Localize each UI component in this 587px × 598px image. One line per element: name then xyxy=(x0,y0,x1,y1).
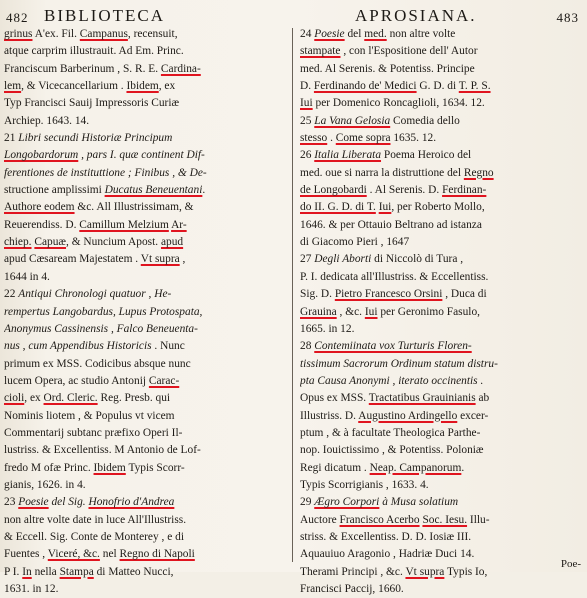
underlined-term: Grauina xyxy=(300,305,337,318)
text-run: Francisci Paccij, 1660. xyxy=(300,583,404,595)
text-line xyxy=(300,95,582,112)
text-run: Franciscum Barberinum , S. R. E. xyxy=(4,62,161,75)
text-run: pta Causa Anonymi , iterato occinentis . xyxy=(300,374,484,387)
text-line xyxy=(300,494,582,511)
text-run: atque carprim illustrauit. Ad Em. Princ. xyxy=(4,45,184,58)
text-line xyxy=(300,26,582,43)
underlined-term: med. xyxy=(364,28,387,40)
text-run: lucem Opera, ac studio Antonij xyxy=(4,374,149,387)
text-line xyxy=(4,61,288,78)
text-line xyxy=(300,512,582,529)
underlined-term: T. P. S. xyxy=(458,80,491,93)
underlined-term: de Longobardi xyxy=(300,184,367,197)
underlined-term: grinus xyxy=(4,28,33,40)
text-run: tissimum Sacrorum Ordinum statum distru- xyxy=(300,357,498,370)
underlined-term: Neap. Campanorum xyxy=(369,461,462,474)
text-run: Sig. D. xyxy=(300,288,335,301)
text-run: 1665. in 12. xyxy=(300,322,355,335)
text-run: Typis Scorr- xyxy=(125,461,185,474)
underlined-term: Iui xyxy=(378,201,392,214)
text-run: Reg. Presb. qui xyxy=(97,392,171,405)
underlined-term: Vt supra xyxy=(405,565,445,578)
text-run: 28 xyxy=(300,340,315,353)
text-run: Therami Principi , &c. xyxy=(300,565,406,578)
text-run: & Eccell. Sig. Conte de Monterey , e di xyxy=(4,530,184,543)
text-run: di Niccolò di Tura , xyxy=(371,253,464,266)
underlined-term: Ducatus Beneuentani xyxy=(104,184,203,197)
text-run: striss. & Excellentiss. D. D. Iosiæ III. xyxy=(300,530,472,543)
text-run: Regi dicatum . xyxy=(300,461,370,474)
text-line xyxy=(4,269,288,286)
text-line xyxy=(300,182,582,199)
text-run: , ex xyxy=(24,392,44,405)
text-run: 29 xyxy=(300,496,315,509)
text-line xyxy=(300,460,582,477)
text-line xyxy=(300,321,582,338)
text-run: Illu- xyxy=(467,513,490,526)
text-run: Poema Heroico del xyxy=(381,149,472,162)
underlined-term: Regno di Napoli xyxy=(119,548,195,561)
text-line xyxy=(300,269,582,286)
text-run: ptum , & à facultate Theologica Parthe- xyxy=(300,426,481,439)
underlined-term: Tractatibus Grauinianis xyxy=(368,392,476,405)
underlined-term: Viceré, &c. xyxy=(47,548,100,561)
text-line xyxy=(300,390,582,407)
underlined-term: Stampa xyxy=(59,565,94,578)
text-run: med. Al Serenis. & Potentiss. Principe xyxy=(300,62,475,75)
right-column xyxy=(300,26,582,598)
text-run: Typis Io, xyxy=(444,565,488,578)
underlined-term: stesso xyxy=(300,132,328,145)
text-line xyxy=(4,408,288,425)
text-line xyxy=(4,338,288,355)
text-run: D. xyxy=(300,80,314,93)
underlined-term: Ibidem xyxy=(93,461,126,474)
underlined-term: Ferdinan- xyxy=(442,184,487,197)
running-title-right: APROSIANA. xyxy=(355,6,477,25)
text-run: Aquauiuo Aragonio , Hadriæ Duci 14. xyxy=(300,548,475,561)
underlined-term: Poesie xyxy=(314,28,345,40)
text-run: 1635. 12. xyxy=(390,132,437,145)
text-run: del Sig. xyxy=(48,496,89,509)
text-run: gianis, 1626. in 4. xyxy=(4,478,86,491)
text-run: per Domenico Roncaglioli, 1634. 12. xyxy=(312,97,485,110)
text-run: &c. All Illustrissimam, & xyxy=(74,201,194,214)
text-run: Degli Aborti xyxy=(314,253,372,266)
text-run: . xyxy=(327,132,336,145)
text-line xyxy=(4,199,288,216)
text-run: Typ Francisci Sauij Impressoris Curiæ xyxy=(4,97,180,110)
text-run: Archiep. 1643. 14. xyxy=(4,114,90,127)
text-line xyxy=(300,147,582,164)
text-line xyxy=(4,304,288,321)
text-line xyxy=(300,199,582,216)
underlined-term: Regno xyxy=(463,166,494,179)
text-line xyxy=(300,113,582,130)
text-run: lustriss. & Excellentiss. M Antonio de Lof- xyxy=(4,444,201,457)
underlined-term: Capuæ xyxy=(34,236,67,249)
text-line xyxy=(300,217,582,234)
text-line xyxy=(300,43,582,60)
text-run: 23 xyxy=(4,496,19,509)
text-line xyxy=(300,251,582,268)
text-line xyxy=(300,165,582,182)
column-divider xyxy=(292,28,293,562)
underlined-term: Poesie xyxy=(18,496,49,509)
text-run: P I. xyxy=(4,565,23,578)
text-line xyxy=(4,147,288,164)
text-run: , per Roberto Mollo, xyxy=(391,201,485,214)
text-line xyxy=(300,130,582,147)
text-line xyxy=(4,356,288,373)
running-header xyxy=(0,4,587,28)
text-run: fredo M ofæ Princ. xyxy=(4,461,94,474)
text-run: 22 xyxy=(4,288,19,301)
text-run: 1631. in 12. xyxy=(4,583,59,595)
text-run: med. oue si narra la distruttione del xyxy=(300,166,464,179)
text-line xyxy=(4,494,288,511)
text-run: 1646. & per Ottauio Beltrano ad istanza xyxy=(300,218,482,231)
text-line xyxy=(300,61,582,78)
text-run: , &c. xyxy=(336,305,365,318)
text-run: non altre volte xyxy=(386,28,456,40)
text-run: , He- xyxy=(145,288,172,301)
underlined-term: Iui xyxy=(300,97,313,110)
text-line xyxy=(4,425,288,442)
text-line xyxy=(4,217,288,234)
underlined-term: Ar- xyxy=(171,218,187,231)
text-line xyxy=(4,251,288,268)
text-line xyxy=(300,564,582,581)
text-line xyxy=(4,512,288,529)
text-run: 1644 in 4. xyxy=(4,270,50,283)
text-run: . Nunc xyxy=(151,340,185,353)
text-run: 21 xyxy=(4,132,19,145)
left-column xyxy=(4,26,288,598)
text-run: A'ex. Fil. xyxy=(32,28,80,40)
underlined-term: Francisco Acerbo xyxy=(339,513,420,526)
underlined-term: Vt supra xyxy=(140,253,180,266)
text-run: del xyxy=(344,28,365,40)
text-run: Illustriss. D. xyxy=(300,409,359,422)
text-run: excer- xyxy=(457,409,489,422)
underlined-term: Soc. Iesu. xyxy=(422,513,468,526)
text-line xyxy=(300,477,582,494)
text-line xyxy=(300,546,582,563)
text-run: Nominis liotem , & Populus vt vicem xyxy=(4,409,175,422)
text-line xyxy=(4,564,288,581)
text-run: Fuentes , xyxy=(4,548,48,561)
text-run: , con l'Espositione dell' Autor xyxy=(340,45,478,58)
underlined-term: Ferdinando de' Medici xyxy=(313,80,417,93)
underlined-term: Cardina- xyxy=(160,62,201,75)
underlined-term: Longobardorum xyxy=(4,149,79,162)
text-run: Anonymus Cassinensis , Falco Beneuenta- xyxy=(4,322,198,335)
text-run: Auctore xyxy=(300,513,340,526)
text-line xyxy=(4,529,288,546)
text-run: rempertus Langobardus, Lupus Protospata, xyxy=(4,305,203,318)
text-line xyxy=(4,113,288,130)
text-run: ab xyxy=(475,392,490,405)
text-line xyxy=(300,286,582,303)
underlined-term: Honofrio d'Andrea xyxy=(88,496,175,509)
text-line xyxy=(300,529,582,546)
underlined-term: chiep. xyxy=(4,236,32,249)
underlined-term: do II. G. D. di T. xyxy=(300,201,376,214)
text-run: Typis Scorrigianis , 1633. 4. xyxy=(300,478,429,491)
text-line xyxy=(300,338,582,355)
text-run: , Duca di xyxy=(442,288,487,301)
text-run: P. I. dedicata all'Illustriss. & Eccellentiss. xyxy=(300,270,489,283)
text-run: , & Nuncium Apost. xyxy=(66,236,161,249)
text-run: di Giacomo Pieri , 1647 xyxy=(300,236,410,249)
underlined-term: Pietro Francesco Orsini xyxy=(334,288,443,301)
text-line xyxy=(300,234,582,251)
text-run: ferentiones de instituttione ; Finibus , & De- xyxy=(4,166,207,179)
text-run: nella xyxy=(31,565,60,578)
underlined-term: Ibidem xyxy=(126,80,159,93)
underlined-term: Carac- xyxy=(148,374,180,387)
underlined-term: Ægro Corpori xyxy=(314,496,380,509)
underlined-term: Contemiinata vox Turturis Floren- xyxy=(314,340,472,353)
text-run: primum ex MSS. Codicibus absque nunc xyxy=(4,357,191,370)
text-run: Comedia dello xyxy=(390,114,460,127)
underlined-term: Augustino Ardingello xyxy=(358,409,458,422)
text-line xyxy=(4,373,288,390)
text-line xyxy=(300,304,582,321)
text-run: structione amplissimi xyxy=(4,184,105,197)
underlined-term: Campanus xyxy=(79,28,128,40)
text-line xyxy=(4,182,288,199)
text-run: 25 xyxy=(300,114,315,127)
text-line xyxy=(4,442,288,459)
running-title-left: BIBLIOTECA xyxy=(44,6,166,25)
text-line xyxy=(300,356,582,373)
text-run: Antiqui Chronologi quatuor xyxy=(18,288,146,301)
text-run: apud Cæsaream Majestatem . xyxy=(4,253,141,266)
text-line xyxy=(4,321,288,338)
text-run: à Musa solatium xyxy=(379,496,459,509)
text-line xyxy=(4,26,288,43)
underlined-term: Italia Liberata xyxy=(314,149,382,162)
text-line xyxy=(300,408,582,425)
page-number-right: 483 xyxy=(556,10,579,25)
text-line xyxy=(4,390,288,407)
underlined-term: Ord. Cleric. xyxy=(43,392,98,405)
text-run: 27 xyxy=(300,253,315,266)
text-line xyxy=(300,78,582,95)
text-run: nop. Iouictissimo , & Potentiss. Poloniæ xyxy=(300,444,484,457)
underlined-term: cioli xyxy=(4,392,25,405)
underlined-term: In xyxy=(22,565,32,578)
text-run: , pars I. quæ continent Dif- xyxy=(78,149,205,162)
text-line xyxy=(300,373,582,390)
underlined-term: lem xyxy=(4,80,22,93)
text-line xyxy=(300,581,582,598)
underlined-term: Authore eodem xyxy=(4,201,75,214)
text-line xyxy=(4,460,288,477)
text-line xyxy=(4,78,288,95)
text-line xyxy=(4,43,288,60)
text-run: Libri secundi Historiæ Principum xyxy=(18,132,173,145)
text-line xyxy=(4,546,288,563)
text-run: . xyxy=(202,184,206,197)
text-run: . Al Serenis. D. xyxy=(366,184,443,197)
text-line xyxy=(4,130,288,147)
text-run: di Matteo Nucci, xyxy=(93,565,174,578)
underlined-term: apud xyxy=(160,236,184,249)
text-run: nus , cum Appendibus Historicis xyxy=(4,340,152,353)
text-run: Reuerendiss. D. xyxy=(4,218,80,231)
text-run: nel xyxy=(99,548,120,561)
text-line xyxy=(4,286,288,303)
underlined-term: Iui xyxy=(364,305,378,318)
underlined-term: Come sopra xyxy=(335,132,391,145)
text-run: , xyxy=(179,253,186,266)
text-run: non altre volte date in luce All'Illustriss. xyxy=(4,513,187,526)
text-run: , recensuit, xyxy=(127,28,178,40)
underlined-term: stampate xyxy=(300,45,341,58)
text-run: Commentarij subtanc præfixo Operi Il- xyxy=(4,426,183,439)
text-line xyxy=(4,165,288,182)
text-run: . xyxy=(461,461,465,474)
text-line xyxy=(4,477,288,494)
text-run: , & Vicecancellarium . xyxy=(21,80,127,93)
text-line xyxy=(300,425,582,442)
text-run: per Geronimo Fasulo, xyxy=(377,305,480,318)
text-line xyxy=(300,442,582,459)
text-run: , ex xyxy=(158,80,176,93)
text-run: Opus ex MSS. xyxy=(300,392,369,405)
catchword: Poe- xyxy=(560,558,581,570)
text-run: 26 xyxy=(300,149,315,162)
page-number-left: 482 xyxy=(6,10,29,25)
text-run: 24 xyxy=(300,28,315,40)
underlined-term: La Vana Gelosia xyxy=(314,114,391,127)
text-line xyxy=(4,234,288,251)
text-line xyxy=(4,581,288,598)
text-line xyxy=(4,95,288,112)
underlined-term: Camillum Melzium xyxy=(79,218,169,231)
text-run: G. D. di xyxy=(416,80,459,93)
